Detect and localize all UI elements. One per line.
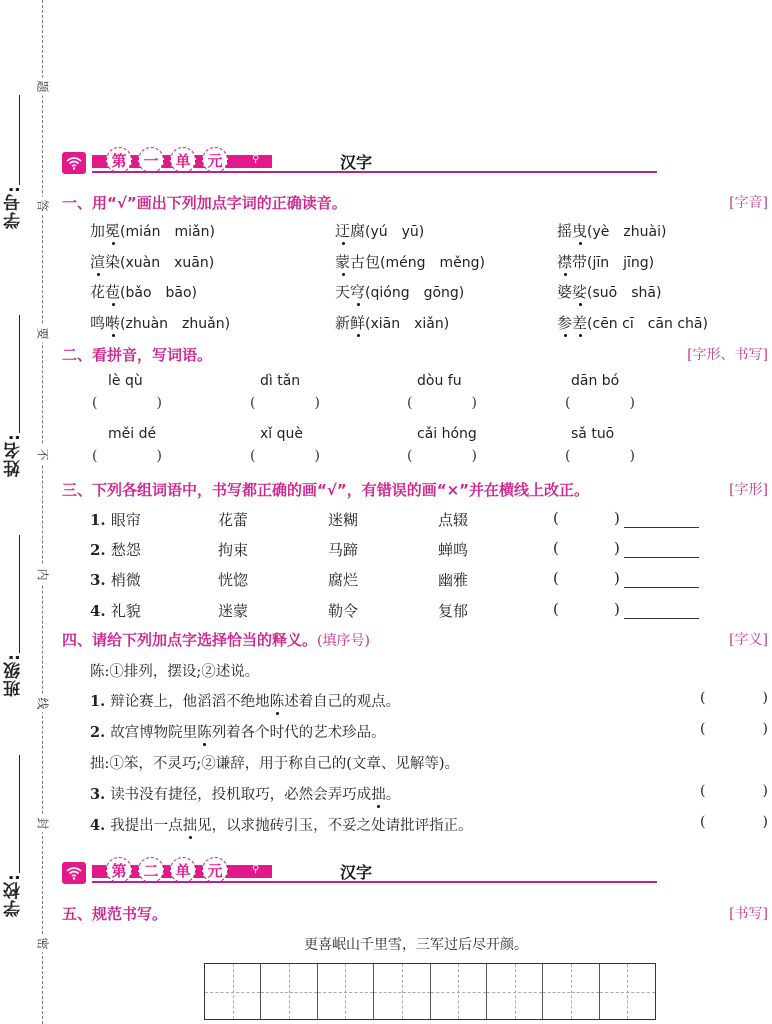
section1-tag: [字音]: [729, 195, 768, 211]
answer-blank[interactable]: [565, 395, 635, 411]
paren-open[interactable]: (: [553, 509, 559, 527]
pinyin-choice-item[interactable]: [557, 220, 666, 241]
word-item: 迷蒙: [218, 602, 249, 620]
wifi-icon: [62, 152, 86, 174]
section2-title: 二、看拼音，写词语。: [62, 346, 213, 364]
word-item: 恍惚: [218, 571, 249, 589]
item-number: 3.: [90, 571, 111, 589]
writing-grid[interactable]: [204, 963, 656, 1020]
word-char: 染: [105, 253, 121, 271]
pinyin-options[interactable]: (zhuàn zhuǎn): [120, 316, 231, 332]
word-char: 婆: [557, 283, 573, 301]
item-number: 1.: [90, 511, 111, 529]
word-char: 鸣: [90, 314, 106, 332]
pinyin-options[interactable]: (qióng gōng): [365, 285, 465, 301]
writing-grid-cell[interactable]: [431, 964, 487, 1019]
poem-line: 更喜岷山千里雪，三军过后尽开颜。: [304, 937, 528, 953]
pinyin-choice-item[interactable]: [90, 220, 215, 241]
section4-note: (填序号): [317, 633, 370, 649]
pinyin-prompt: cǎi hóng: [417, 426, 477, 442]
unit-topic: 汉字: [340, 863, 373, 882]
answer-blank[interactable]: [250, 395, 320, 411]
dotted-char: 啭: [105, 314, 121, 332]
word-char: 带: [572, 253, 588, 271]
sentence-text: 读书没有捷径，投机取巧，必然会弄巧成: [110, 787, 372, 803]
item-number: 1.: [90, 693, 111, 710]
sentence-item: [90, 721, 386, 742]
school-line[interactable]: [19, 755, 20, 873]
paren-open: (: [250, 448, 256, 464]
pinyin-write-item: [92, 426, 212, 464]
seal-char: 密: [35, 935, 52, 953]
item-number: 3.: [90, 786, 111, 803]
word-char: 天: [335, 283, 351, 301]
word-char: 花: [90, 283, 106, 301]
paren-open: (: [92, 395, 98, 411]
writing-grid-cell[interactable]: [543, 964, 599, 1019]
class-line[interactable]: [19, 535, 20, 653]
paren-open: (: [700, 783, 706, 799]
dotted-char: 蒙: [335, 253, 351, 271]
pinyin-choice-item[interactable]: [335, 220, 424, 241]
student-number-field[interactable]: [2, 95, 24, 229]
section4-tag: [字义]: [729, 632, 768, 648]
sentence-item: [90, 814, 473, 835]
sentence-item: [90, 690, 400, 711]
dotted-char: 差: [572, 314, 588, 332]
pinyin-prompt: dì tǎn: [260, 373, 301, 389]
seal-char: 要: [35, 325, 52, 343]
correction-line[interactable]: [624, 527, 699, 528]
dotted-char: 拙: [371, 787, 386, 803]
section4-title: [62, 629, 370, 650]
pinyin-choice-item[interactable]: [90, 281, 197, 302]
word-text: 愁怨: [110, 541, 141, 559]
pinyin-options[interactable]: (xiān xiǎn): [365, 316, 450, 332]
pinyin-prompt: xǐ què: [260, 426, 303, 442]
item-number: 2.: [90, 724, 111, 741]
pinyin-prompt: dān bó: [571, 373, 620, 389]
item-number: 4.: [90, 602, 111, 620]
sentence-text: 列着各个时代的艺术珍品。: [211, 725, 386, 741]
word-item: 拘束: [218, 541, 249, 559]
dotted-char: 陈: [269, 694, 285, 710]
sentence-text: 。: [385, 787, 401, 803]
pinyin-write-item: [92, 373, 212, 411]
cut-line: [42, 0, 43, 1024]
unit-circle: 单: [170, 857, 196, 883]
answer-blank[interactable]: [700, 814, 768, 830]
pinyin-prompt: měi dé: [108, 426, 157, 442]
sentence-text: 述着自己的观点。: [284, 694, 401, 710]
word-item: 腐烂: [328, 571, 359, 589]
correction-line[interactable]: [624, 618, 699, 619]
word-item: 勒令: [328, 602, 359, 620]
writing-grid-cell[interactable]: [600, 964, 655, 1019]
paren-open: (: [700, 690, 706, 706]
pinyin-prompt: dòu fu: [417, 373, 462, 389]
section3-title: 三、下列各组词语中，书写都正确的画“√”，有错误的画“×”并在横线上改正。: [62, 481, 590, 499]
answer-blank[interactable]: [700, 721, 768, 737]
writing-grid-cell[interactable]: [261, 964, 317, 1019]
name-label: 姓名:: [3, 433, 24, 477]
answer-blank[interactable]: [407, 448, 477, 464]
dotted-char: 迂: [335, 222, 351, 240]
seal-char: 线: [35, 695, 52, 713]
pinyin-choice-item[interactable]: [557, 281, 661, 302]
pinyin-options[interactable]: (jīn jīng): [587, 255, 655, 271]
paren-close: ): [629, 395, 635, 411]
paren-open[interactable]: (: [553, 539, 559, 557]
definition-zhuo: 拙:①笨，不灵巧;②谦辞，用于称自己的(文章、见解等)。: [90, 756, 460, 772]
unit-topic: 汉字: [340, 153, 373, 172]
section1-title: 一、用“√”画出下列加点字词的正确读音。: [62, 194, 347, 212]
paren-open: (: [407, 448, 413, 464]
word-item: [90, 509, 141, 530]
answer-blank[interactable]: [407, 395, 477, 411]
pinyin-choice-item[interactable]: [557, 312, 708, 333]
pinyin-choice-item[interactable]: [557, 251, 654, 272]
dotted-char: 曳: [572, 222, 588, 240]
pinyin-options[interactable]: (yú yū): [365, 224, 425, 240]
word-group-row: [90, 600, 710, 624]
class-field[interactable]: [2, 535, 24, 697]
paren-close: ): [471, 395, 477, 411]
unit1-header: [62, 146, 657, 178]
word-group-row: [90, 539, 710, 563]
item-number: 2.: [90, 541, 111, 559]
dotted-char: 参: [557, 314, 573, 332]
dotted-char: 鲜: [350, 314, 366, 332]
word-item: [90, 539, 141, 560]
word-item: [90, 600, 141, 621]
pinyin-prompt: sǎ tuō: [571, 426, 615, 442]
paren-open: (: [700, 721, 706, 737]
header-divider: [92, 881, 657, 883]
seal-char: 题: [35, 78, 52, 96]
word-char: 加: [90, 222, 106, 240]
answer-blank[interactable]: [700, 783, 768, 799]
paren-close: ): [762, 783, 768, 799]
paren-open[interactable]: (: [553, 600, 559, 618]
dotted-char: 渲: [90, 253, 106, 271]
word-item: 蝉鸣: [438, 541, 469, 559]
paren-open: (: [700, 814, 706, 830]
answer-blank[interactable]: [700, 690, 768, 706]
unit-circle: 一: [138, 147, 164, 173]
dotted-char: 苞: [105, 283, 121, 301]
correction-line[interactable]: [624, 587, 699, 588]
unit-circle: 二: [138, 857, 164, 883]
sentence-text: 故宫博物院里: [110, 725, 198, 741]
section5-heading: [62, 903, 772, 925]
section1-heading: [62, 192, 772, 214]
pinyin-options[interactable]: (yè zhuài): [587, 224, 667, 240]
pinyin-choice-item[interactable]: [335, 251, 485, 272]
section3-tag: [字形]: [729, 482, 768, 498]
word-item: 复郁: [438, 602, 469, 620]
unit-circle: 单: [170, 147, 196, 173]
dotted-char: 娑: [572, 283, 588, 301]
sentence-text: 见，以求抛砖引玉，不妥之处请批评指正。: [197, 818, 473, 834]
pinyin-write-item: [407, 373, 527, 411]
paren-close: ): [156, 395, 162, 411]
section5-tag: [书写]: [729, 906, 768, 922]
writing-grid-cell[interactable]: [487, 964, 543, 1019]
answer-blank[interactable]: [92, 448, 162, 464]
section4-heading: [62, 629, 772, 651]
paren-close: ): [314, 395, 320, 411]
binding-margin: [0, 0, 60, 1024]
word-item: 迷糊: [328, 511, 359, 529]
writing-grid-cell[interactable]: [374, 964, 430, 1019]
student-number-line[interactable]: [19, 95, 20, 185]
name-field[interactable]: [2, 315, 24, 477]
pinyin-write-item: [565, 373, 685, 411]
paren-close: ): [762, 690, 768, 706]
pinyin-choice-item[interactable]: [90, 251, 214, 272]
search-icon: ⚲: [252, 154, 260, 165]
dotted-char: 襟: [557, 253, 573, 271]
student-number-label: 学号:: [3, 185, 24, 229]
pinyin-options[interactable]: (cēn cī cān chā): [587, 316, 708, 332]
search-icon: ⚲: [252, 864, 260, 875]
section5-title: 五、规范书写。: [62, 905, 168, 923]
seal-char: 内: [35, 566, 52, 584]
pinyin-write-item: [565, 426, 685, 464]
pinyin-options[interactable]: (bǎo bāo): [120, 285, 198, 301]
pinyin-choice-item[interactable]: [90, 312, 230, 333]
paren-close: ): [156, 448, 162, 464]
paren-close[interactable]: ): [614, 569, 620, 587]
paren-open: (: [250, 395, 256, 411]
definition-chen: 陈:①排列，摆设;②述说。: [90, 664, 260, 680]
pinyin-options[interactable]: (xuàn xuān): [120, 255, 215, 271]
seal-char: 不: [35, 446, 52, 464]
class-label: 班级:: [3, 653, 24, 697]
word-text: 礼貌: [110, 602, 141, 620]
header-divider: [92, 171, 657, 173]
answer-blank[interactable]: [92, 395, 162, 411]
paren-close: ): [762, 721, 768, 737]
word-item: 幽雅: [438, 571, 469, 589]
dotted-char: 穹: [350, 283, 366, 301]
paren-close[interactable]: ): [614, 600, 620, 618]
paren-close: ): [629, 448, 635, 464]
name-line[interactable]: [19, 315, 20, 433]
unit-circle: 元: [202, 147, 228, 173]
writing-grid-cell[interactable]: [318, 964, 374, 1019]
paren-open: (: [565, 395, 571, 411]
paren-open: (: [407, 395, 413, 411]
unit-circle: 元: [202, 857, 228, 883]
dotted-char: 冕: [105, 222, 121, 240]
word-char: 腐: [350, 222, 366, 240]
word-char: 古包: [350, 253, 381, 271]
section3-heading: [62, 479, 772, 501]
writing-grid-cell[interactable]: [205, 964, 261, 1019]
word-char: 新: [335, 314, 351, 332]
paren-open: (: [92, 448, 98, 464]
section4-title-text: 四、请给下列加点字选择恰当的释义。: [62, 631, 318, 649]
unit-circle: 第: [106, 147, 132, 173]
word-group-row: [90, 569, 710, 593]
pinyin-choice-item[interactable]: [335, 312, 449, 333]
seal-char: 答: [35, 197, 52, 215]
dotted-char: 拙: [182, 818, 198, 834]
school-field[interactable]: [2, 755, 24, 917]
item-number: 4.: [90, 817, 111, 834]
word-item: [90, 569, 141, 590]
pinyin-write-item: [250, 373, 370, 411]
correction-line[interactable]: [624, 557, 699, 558]
paren-close: ): [471, 448, 477, 464]
pinyin-options[interactable]: (méng měng): [380, 255, 485, 271]
pinyin-options[interactable]: (mián miǎn): [120, 224, 215, 240]
paren-close: ): [314, 448, 320, 464]
pinyin-options[interactable]: (suō shā): [587, 285, 662, 301]
word-text: 眼帘: [110, 511, 141, 529]
seal-char: 封: [35, 815, 52, 833]
answer-blank[interactable]: [250, 448, 320, 464]
paren-close[interactable]: ): [614, 539, 620, 557]
word-item: 马蹄: [328, 541, 359, 559]
dotted-char: 陈: [197, 725, 212, 741]
pinyin-write-item: [250, 426, 370, 464]
wifi-icon: [62, 862, 86, 884]
paren-open: (: [565, 448, 571, 464]
word-char: 摇: [557, 222, 573, 240]
word-group-row: [90, 509, 710, 533]
sentence-item: [90, 783, 400, 804]
sentence-text: 我提出一点: [110, 818, 183, 834]
word-text: 梢微: [110, 571, 141, 589]
unit-circle: 第: [106, 857, 132, 883]
unit2-header: [62, 856, 657, 888]
pinyin-choice-item[interactable]: [335, 281, 464, 302]
section2-heading: [62, 344, 772, 366]
word-item: 花蕾: [218, 511, 249, 529]
section2-tag: [字形、书写]: [687, 347, 768, 363]
pinyin-write-item: [407, 426, 527, 464]
sentence-text: 辩论赛上，他滔滔不绝地: [110, 694, 270, 710]
pinyin-prompt: lè qù: [108, 373, 143, 389]
paren-close: ): [762, 814, 768, 830]
answer-blank[interactable]: [565, 448, 635, 464]
paren-open[interactable]: (: [553, 569, 559, 587]
paren-close[interactable]: ): [614, 509, 620, 527]
school-label: 学校:: [3, 873, 24, 917]
word-item: 点辍: [438, 511, 469, 529]
